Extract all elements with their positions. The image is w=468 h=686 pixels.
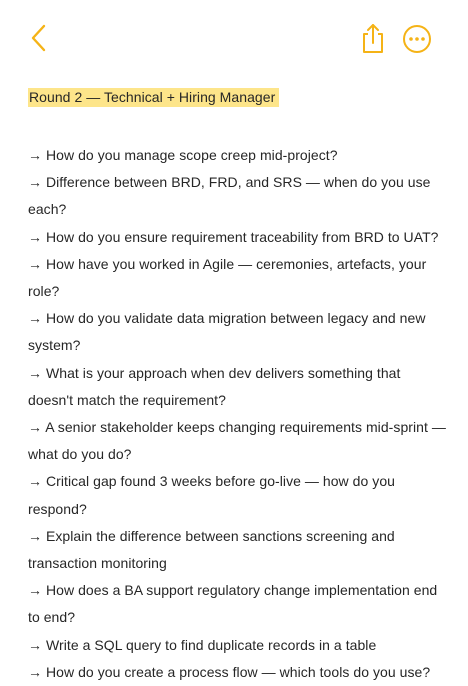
chevron-left-icon [26,22,54,54]
ellipsis-circle-icon [402,24,432,54]
share-icon [358,22,388,54]
list-item: → How do you create a process flow — which tools do you use? [28,663,431,680]
more-options-button[interactable] [402,24,432,54]
back-button[interactable] [26,22,54,54]
list-item: → Write a SQL query to find duplicate records in a table [28,636,377,653]
question-list [28,142,448,686]
list-item: → Explain the difference between sanctions screening and transaction monitoring [28,527,395,572]
note-body[interactable] [28,88,448,686]
share-button[interactable] [358,22,388,54]
list-item: → How does a BA support regulatory change implementation end to end? [28,582,438,626]
navigation-bar [0,0,468,72]
list-item: → How do you validate data migration between legacy and new system? [28,310,426,354]
list-item: → How do you ensure requirement traceability from BRD to UAT? [28,228,439,245]
note-heading: Round 2 — Technical + Hiring Manager [28,88,279,107]
list-item: → How have you worked in Agile — ceremonies, artefacts, your role? [28,255,427,300]
list-item: → Difference between BRD, FRD, and SRS — when do you use each? [28,174,431,218]
list-item: → A senior stakeholder keeps changing requirements mid-sprint — what do you do? [28,419,446,463]
list-item: → Critical gap found 3 weeks before go-live — how do you respond? [28,473,395,517]
list-item: → What is your approach when dev delivers something that doesn't match the requirement? [28,364,401,408]
list-item: → How do you manage scope creep mid-project? [28,147,338,163]
